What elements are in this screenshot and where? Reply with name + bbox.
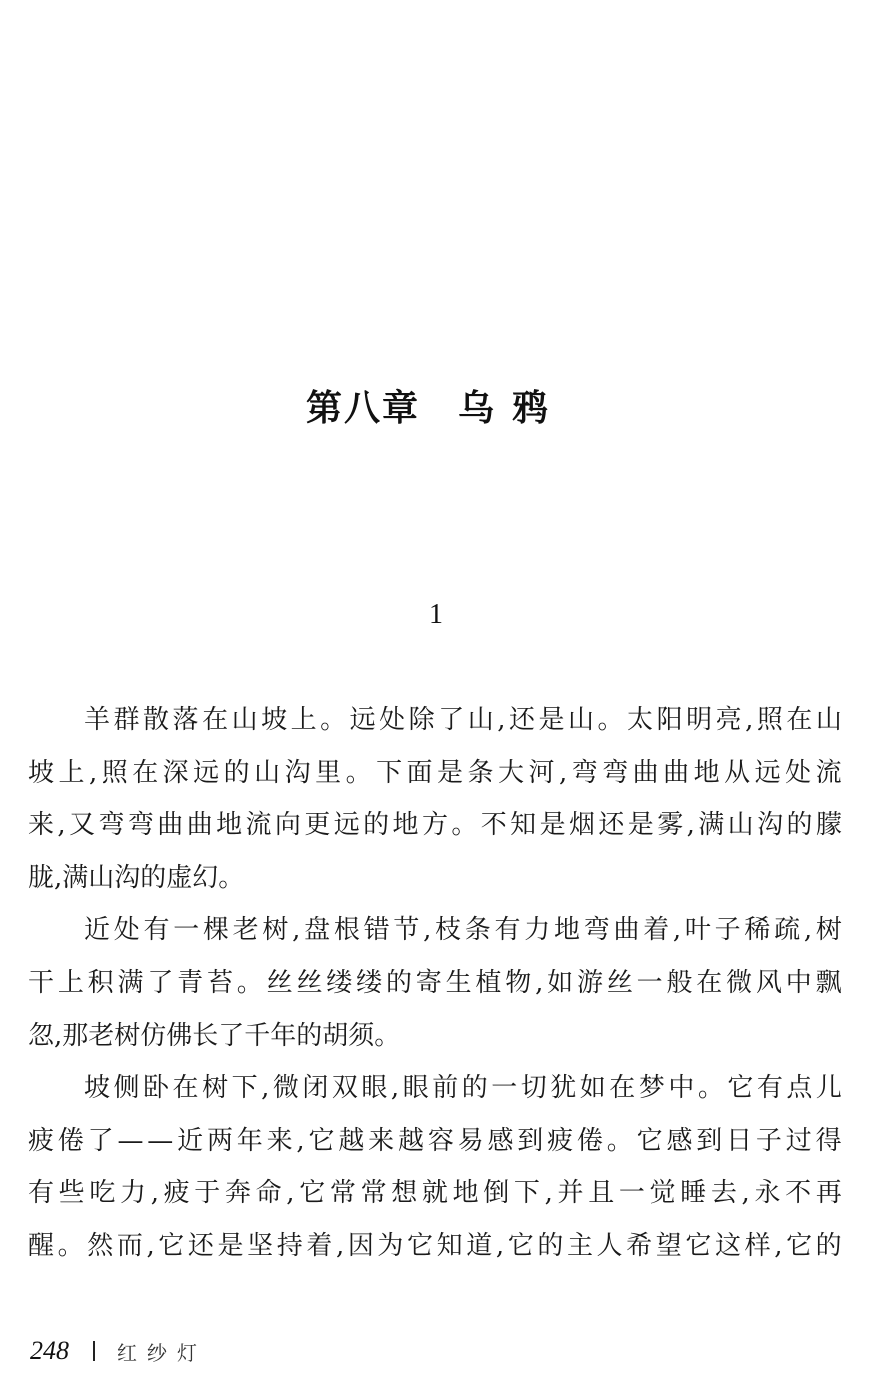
book-title: 红纱灯	[117, 1340, 207, 1365]
text-line: 羊 群 散 落 在 山 坡 上 。 远 处 除 了 山 , 还 是 山 。 太 阳 明 亮 , 照 在 山	[84, 705, 842, 735]
body-text	[28, 700, 842, 1279]
text-line: 坡 侧 卧 在 树 下 , 微 闭 双 眼 , 眼 前 的 一 切 犹 如 在 梦 中 。 它 有 点 儿	[84, 1073, 842, 1104]
footer-divider	[93, 1341, 95, 1361]
chapter-heading	[0, 384, 872, 434]
paragraph	[28, 700, 842, 910]
chapter-title: 乌鸦	[458, 388, 567, 429]
paragraph	[28, 1068, 842, 1278]
text-line: 疲 倦 了 — — 近 两 年 来 , 它 越 来 越 容 易 感 到 疲 倦 。 它 感 到 日 子 过 得	[28, 1125, 842, 1156]
text-line: 来 , 又 弯 弯 曲 曲 地 流 向 更 远 的 地 方 。 不 知 是 烟 还 是 雾 , 满 山 沟 的 朦	[28, 810, 842, 841]
section-number: 1	[429, 599, 443, 630]
paragraph	[28, 910, 842, 1068]
text-line: 干 上 积 满 了 青 苔 。 丝 丝 缕 缕 的 寄 生 植 物 , 如 游 丝 一 般 在 微 风 中 飘	[28, 967, 842, 998]
text-line: 胧,满山沟的虚幻。	[28, 862, 245, 893]
page-number: 248	[30, 1336, 69, 1365]
chapter-number: 第八章	[305, 388, 420, 429]
text-line: 有 些 吃 力 , 疲 于 奔 命 , 它 常 常 想 就 地 倒 下 , 并 且 一 觉 睡 去 , 永 不 再	[28, 1178, 842, 1209]
text-line: 醒 。 然 而 , 它 还 是 坚 持 着 , 因 为 它 知 道 , 它 的 主 人 希 望 它 这 样 , 它 的	[28, 1230, 842, 1261]
text-line: 近 处 有 一 棵 老 树 , 盘 根 错 节 , 枝 条 有 力 地 弯 曲 着 , 叶 子 稀 疏 , 树	[84, 915, 842, 946]
text-line: 忽,那老树仿佛长了千年的胡须。	[28, 1020, 401, 1051]
page-footer	[30, 1334, 207, 1368]
text-line: 坡 上 , 照 在 深 远 的 山 沟 里 。 下 面 是 条 大 河 , 弯 弯 曲 曲 地 从 远 处 流	[28, 757, 842, 788]
